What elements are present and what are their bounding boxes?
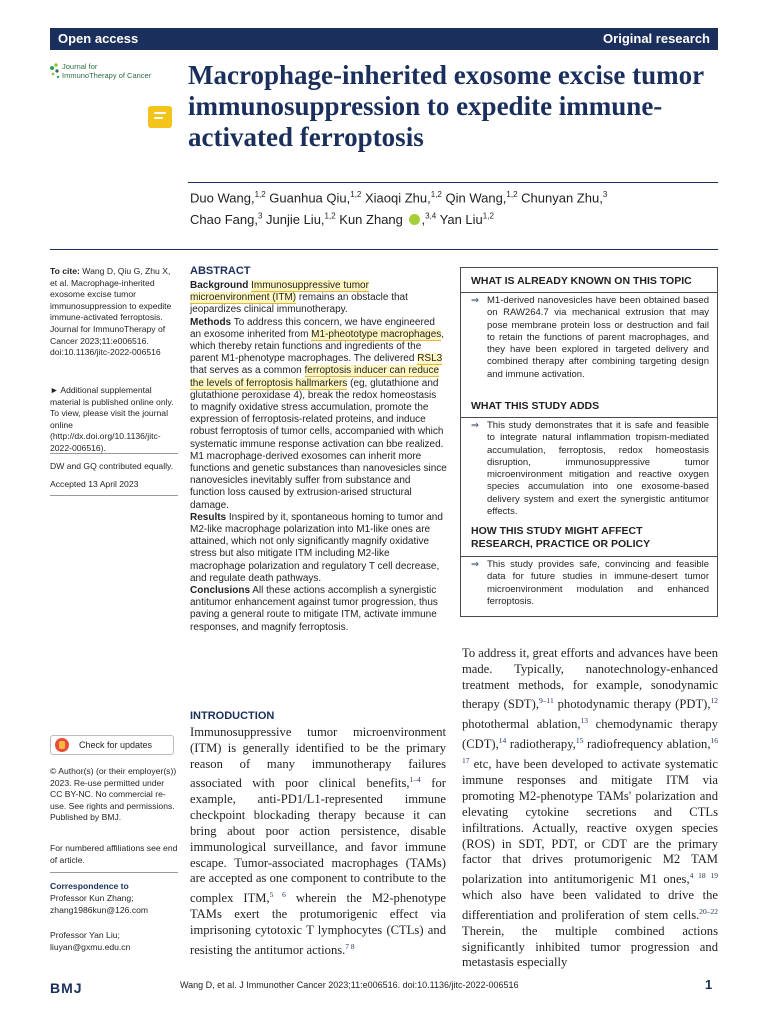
comment-icon[interactable]: [148, 106, 172, 128]
known-text: ⇒ M1-derived nanovesicles have been obtained based on RAW264.7 via mechanical extrusion that may pose membrane protein loss or destruction and fail to retain the functions of parent macrophages, and they have been explored in targeted delivery and combined therapy after combining targeting design and immune activation.: [471, 295, 709, 380]
affiliation-ref[interactable]: 3: [602, 190, 608, 199]
affiliation-ref[interactable]: 1,2: [350, 190, 362, 199]
highlight[interactable]: RSL3: [417, 353, 443, 365]
check-for-updates-button[interactable]: Check for updates: [50, 735, 174, 755]
title-divider: [188, 182, 718, 183]
citation-ref[interactable]: 12: [710, 696, 718, 706]
open-access-label: Open access: [58, 31, 139, 46]
affiliation-ref[interactable]: 1,2: [324, 211, 336, 221]
journal-logo[interactable]: [48, 60, 188, 96]
citation-ref[interactable]: 15: [575, 736, 584, 746]
box-divider: [461, 556, 717, 557]
author-name[interactable]: Junjie Liu,: [262, 211, 325, 227]
author-line-1: [190, 186, 718, 207]
sidebar-divider: [50, 453, 178, 454]
author-name[interactable]: Chunyan Zhu,: [517, 190, 603, 206]
arrow-icon: ⇒: [471, 295, 479, 306]
top-banner: [50, 28, 718, 50]
affiliation-ref[interactable]: 1,2: [254, 190, 266, 199]
highlight[interactable]: ferroptosis inducer can reduce the levels of ferroptosis hallmarkers: [190, 365, 440, 389]
introduction-paragraph: Immunosuppressive tumor microenvironment (ITM) is generally identified to be the primary reason of many immunotherapy failures associated with poor clinical benefits,$^{1-4}$ for example, anti-PD1/L1-represented immune checkpoint blockading therapy because it can bring about poor action persistence, disable immunological surveillance, and favor immune escape. Tumor-associated macrophages (TAMs) are accepted as one component to contribute to the complex ITM,$^{5 6}$ wherein the M2-phenotype TAMs exert the protumorigenic effect via imprisoning cytotoxic T lymphocytes (CTLs) and resisting the antitumor actions.$^{7 8}$: [190, 725, 447, 957]
contribution-note: DW and GQ contributed equally.: [50, 461, 174, 471]
adds-text: ⇒ This study demonstrates that it is safe and feasible to integrate natural inflammation tropism-mediated accumulation, ferroptosis, redox homeostasis disruption, immunosuppressive tumor microenvironment mitigation and reactive oxygen species accumulation into one exosome-based delivery system and exert the synergistic antitumor effects.: [471, 420, 709, 518]
abstract-background: Background Immunosuppressive tumor microenvironment (ITM) remains an obstacle that jeopardizes clinical immunotherapy.: [190, 280, 408, 316]
citation-ref[interactable]: 5 6: [269, 890, 286, 900]
accepted-date: Accepted 13 April 2023: [50, 479, 139, 489]
abstract-body: [190, 280, 447, 634]
citation-ref[interactable]: 16 17: [462, 736, 718, 766]
page-number: 1: [705, 977, 713, 992]
copyright-note: © Author(s) (or their employer(s)) 2023. Re-use permitted under CC BY-NC. No commercial re-use. See rights and permissions. Published by BMJ.: [50, 766, 177, 823]
author-name[interactable]: Xiaoqi Zhu,: [361, 190, 431, 206]
author-name[interactable]: Yan Liu: [436, 211, 483, 227]
highlight[interactable]: M1-pheototype macrophages: [311, 328, 442, 340]
abstract-conclusions: Conclusions All these actions accomplish a synergistic antitumor enhancement against tumor progression, thus paving a general route to mitigate ITM, activate immune responses, and magnify ferroptosis.: [190, 585, 438, 633]
abstract-methods: Methods To address this concern, we have engineered an exosome inherited from M1-pheototype macrophages, which thereby retain functions and ingredients of the parent M1-phenotype macrophages. The delivered RSL3 that serves as a common ferroptosis inducer can reduce the levels of ferroptosis hallmarkers (eg, glutathione and glutathione peroxidase 4), break the redox homeostasis to magnify oxidative stress accumulation, promote the expression of ferroptosis-related proteins, and induce robust ferroptosis of tumor cells, accompanied with which systematic immune response activation can bbe realized. M1 macrophage-derived exosomes can inherit more functions and genetic substances than nanovesicles since nanovesicles inevitably suffer from substance and function loss caused by extrusion-arised structural damage.: [190, 316, 447, 511]
author-name[interactable]: ,: [421, 211, 426, 227]
correspondence-heading: Correspondence to: [50, 881, 129, 891]
sidebar-divider: [50, 872, 178, 873]
affect-text: ⇒ This study provides safe, convincing and feasible data for future studies in immune-desert tumor microenvironment modulation and enhanced ferroptosis.: [471, 559, 709, 607]
article-title: Macrophage-inherited exosome excise tumor immunosuppression to expedite immune-activated ferroptosis: [188, 60, 704, 152]
bmj-logo[interactable]: BMJ: [50, 980, 83, 996]
author-name[interactable]: Qin Wang,: [441, 190, 507, 206]
citation-block: To cite: Wang D, Qiu G, Zhu X, et al. Macrophage-inherited exosome excise tumor immunosuppression to expedite immune-activated ferroptosis. Journal for ImmunoTherapy of Cancer 2023;11:e006516. doi:10.1136/jitc-2022-006516: [50, 266, 172, 358]
citation-ref[interactable]: 7 8: [345, 941, 355, 951]
abstract-results: Results Inspired by it, spontaneous homing to tumor and M2-like macrophage polarization into M1-like ones are attained, which not only significantly magnify oxidative stress but also mitigate ITM including M2-like macrophage polarization and regulatory T cell decrease, and regulate death pathways.: [190, 511, 443, 584]
box-divider: [461, 417, 717, 418]
author-name[interactable]: Kun Zhang: [335, 211, 407, 227]
author-name[interactable]: Chao Fang,: [190, 211, 258, 227]
highlight[interactable]: Immunosuppressive tumor microenvironment (ITM): [190, 280, 369, 304]
citation-ref[interactable]: 1–4: [409, 775, 421, 785]
arrow-icon: ⇒: [471, 420, 479, 431]
key-messages-box: [460, 267, 718, 617]
journal-logo-text: Journal for ImmunoTherapy of Cancer: [62, 62, 152, 80]
section-divider: [50, 249, 718, 250]
correspondence-author-2[interactable]: Professor Yan Liu; liuyan@gxmu.edu.cn: [50, 930, 131, 952]
affiliation-ref[interactable]: 1,2: [506, 190, 518, 199]
right-column-paragraph: To address it, great efforts and advances have been made. Typically, nanotechnology-enhanced treatment methods, for example, sonodynamic therapy (SDT),$^{9-11}$ photodynamic therapy (PDT),$^{12}$ photothermal ablation,$^{13}$ chemodynamic therapy (CDT),$^{14}$ radiotherapy,$^{15}$ radiofrequency ablation,$^{16 17}$ etc, have been developed to activate systematic immune responses and mitigate ITM via promoting M2-phenotype TAMs' polarization and elevating cytokine secretions and CTLs infiltrations. Actually, reactive oxygen species (ROS) in SDT, PDT, or CDT are the primary factor that drives protumorigenic M2 TAM polarization into antitumorigenic M1 ones,$^{4 18 19}$ which also have been validated to drive the differentiation and proliferation of stem cells.$^{20-22}$ Therein, the multiple combined actions significantly inhibited tumor progression and metastasis especially: [462, 646, 718, 970]
sidebar-divider: [50, 495, 178, 496]
orcid-icon[interactable]: [409, 214, 420, 225]
introduction-heading: INTRODUCTION: [190, 710, 275, 722]
affiliation-ref[interactable]: 1,2: [482, 211, 494, 221]
adds-heading: WHAT THIS STUDY ADDS: [471, 400, 600, 412]
author-line-2: [190, 207, 718, 228]
journal-logo-icon: [48, 60, 62, 84]
footer-citation: Wang D, et al. J Immunother Cancer 2023;11:e006516. doi:10.1136/jitc-2022-006516: [180, 980, 519, 990]
box-divider: [461, 292, 717, 293]
supplemental-note: ► Additional supplemental material is published online only. To view, please visit the journal online (http://dx.doi.org/10.1136/jitc-2022-006516).: [50, 385, 174, 453]
author-name[interactable]: Duo Wang,: [190, 190, 255, 206]
affiliation-ref[interactable]: 1,2: [430, 190, 442, 199]
affect-heading: HOW THIS STUDY MIGHT AFFECT RESEARCH, PRACTICE OR POLICY: [471, 525, 651, 550]
citation-ref[interactable]: 4 18 19: [689, 871, 718, 881]
article-type-label: Original research: [603, 31, 710, 46]
author-name[interactable]: Guanhua Qiu,: [265, 190, 351, 206]
citation-ref[interactable]: 9–11: [538, 696, 554, 706]
arrow-icon: ⇒: [471, 559, 479, 570]
abstract-heading: ABSTRACT: [190, 265, 251, 277]
author-list: [190, 186, 718, 229]
known-heading: WHAT IS ALREADY KNOWN ON THIS TOPIC: [471, 275, 692, 287]
citation-ref[interactable]: 14: [498, 736, 507, 746]
affiliation-ref[interactable]: 3: [257, 211, 263, 221]
citation-ref[interactable]: 20–22: [699, 906, 718, 916]
affiliation-ref[interactable]: 3,4: [425, 211, 437, 221]
citation-ref[interactable]: 13: [580, 716, 589, 726]
affiliations-note: For numbered affiliations see end of article.: [50, 843, 178, 865]
correspondence-author-1[interactable]: Professor Kun Zhang; zhang1986kun@126.com: [50, 893, 149, 915]
crossmark-icon: [55, 738, 69, 752]
